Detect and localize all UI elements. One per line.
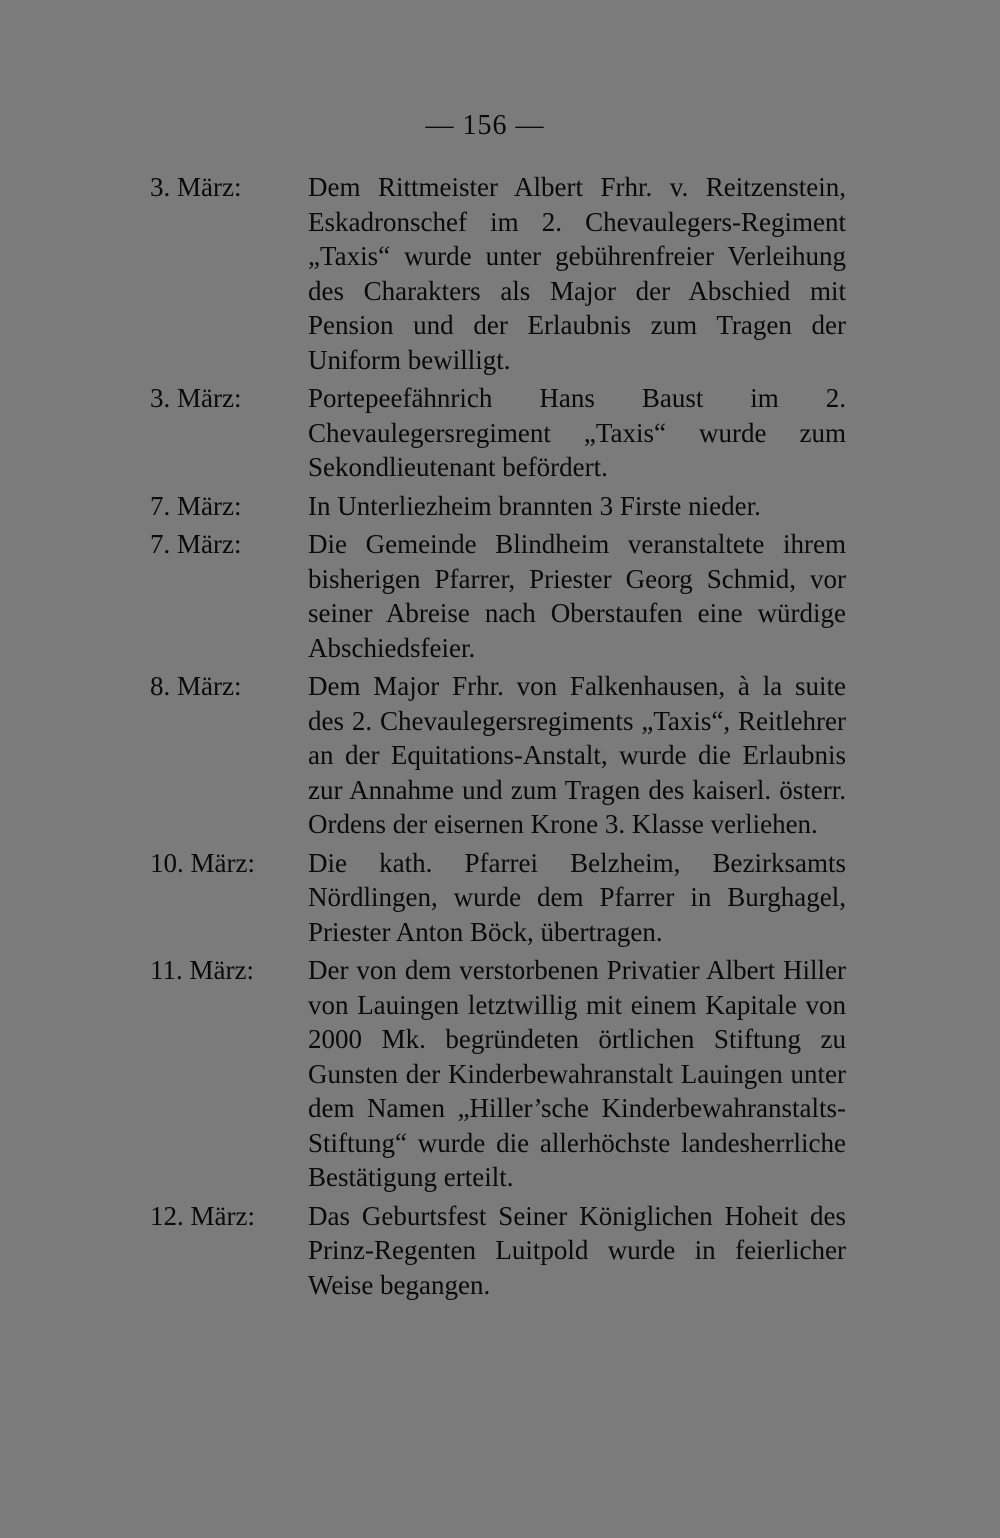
entry-text: Die kath. Pfarrei Belzheim, Bezirksamts Nördlingen, wurde dem Pfarrer in Burghagel, Priester Anton Böck, übertragen. — [308, 847, 846, 947]
entry-text: Dem Rittmeister Albert Frhr. v. Reitzenstein, Eskadronschef im 2. Chevaulegers-Regiment „Taxis“ wurde unter gebührenfreier Verleihung des Charakters als Major der Abschied mit Pension und der Erlaubnis zum Tragen der Uniform bewilligt. — [308, 172, 846, 375]
chronicle-entries — [150, 170, 860, 1306]
entry — [150, 170, 860, 377]
entry — [150, 669, 860, 842]
entry-date: 3. März: — [150, 383, 242, 413]
entry-text: Dem Major Frhr. von Falkenhausen, à la suite des 2. Chevaulegersregiments „Taxis“, Reitlehrer an der Equitations-Anstalt, wurde die Erlaubnis zur Annahme und zum Tragen des kaiserl. österr. Ordens der eisernen Krone 3. Klasse verliehen. — [308, 671, 846, 839]
entry-date: 11. März: — [150, 955, 254, 985]
entry-text: Die Gemeinde Blindheim veranstaltete ihrem bisherigen Pfarrer, Priester Georg Schmid, vor seiner Abreise nach Oberstaufen eine würdige Abschiedsfeier. — [308, 529, 846, 663]
entry-text: Das Geburtsfest Seiner Königlichen Hoheit des Prinz-Regenten Luitpold wurde in feierlicher Weise begangen. — [308, 1200, 846, 1300]
entry — [150, 489, 860, 524]
entry — [150, 527, 860, 665]
entry-date: 3. März: — [150, 172, 242, 202]
page-number: — 156 — — [425, 110, 545, 141]
entry-text: In Unterliezheim brannten 3 Firste nieder. — [308, 490, 761, 521]
entry-date: 12. März: — [150, 1200, 255, 1231]
entry-text: Der von dem verstorbenen Privatier Albert Hiller von Lauingen letztwillig mit einem Kapitale von 2000 Mk. begründeten örtlichen Stiftung zu Gunsten der Kinderbewahranstalt Lauingen unter dem Namen „Hiller’sche Kinderbewahranstalts-Stiftung“ wurde die allerhöchste landesherrliche Bestätigung erteilt. — [308, 955, 846, 1192]
entry-date: 7. März: — [150, 490, 242, 521]
entry-date: 8. März: — [150, 671, 242, 701]
entry — [150, 846, 860, 950]
entry — [150, 953, 860, 1195]
entry-date: 7. März: — [150, 529, 242, 559]
entry-date: 10. März: — [150, 847, 255, 878]
entry-text: Portepeefähnrich Hans Baust im 2. Chevaulegersregiment „Taxis“ wurde zum Sekondlieutenant befördert. — [308, 383, 846, 482]
entry — [150, 381, 860, 485]
entry — [150, 1199, 860, 1303]
